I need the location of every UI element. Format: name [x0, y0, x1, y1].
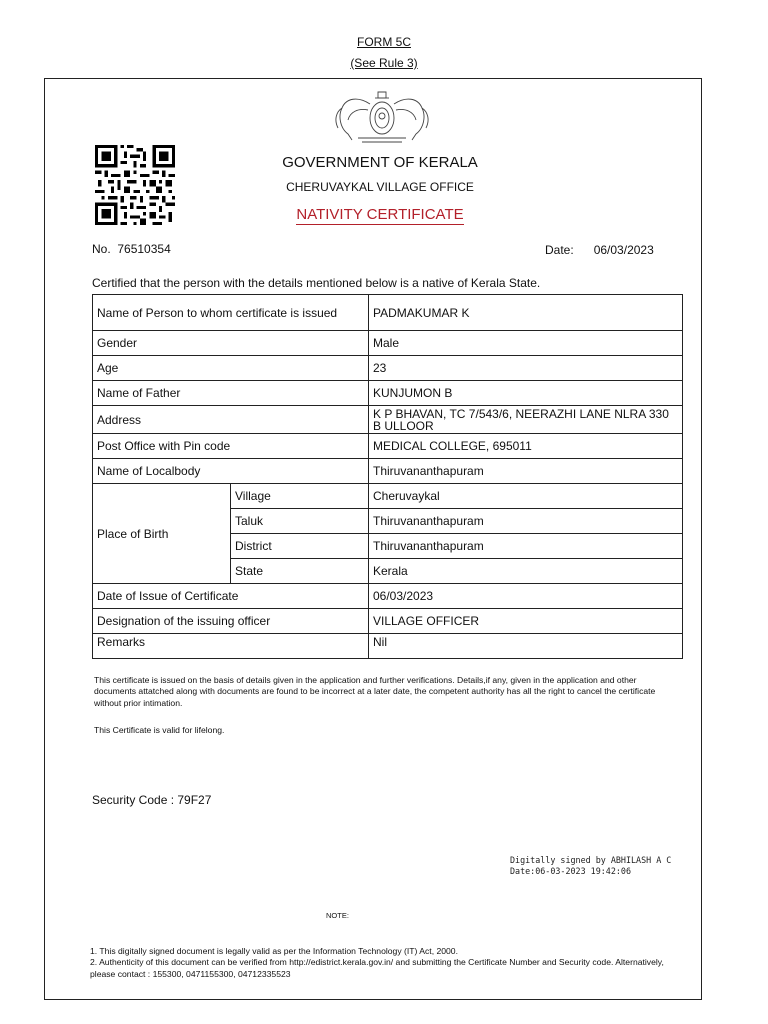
- form-rule: (See Rule 3): [350, 56, 418, 70]
- note-label: NOTE:: [326, 911, 349, 920]
- security-code: Security Code : 79F27: [92, 793, 212, 807]
- footer-notes: [90, 946, 690, 980]
- table-row: [93, 584, 683, 609]
- row-value: Thiruvananthapuram: [369, 509, 683, 534]
- row-value: Kerala: [369, 559, 683, 584]
- row-value: Male: [369, 331, 683, 356]
- certificate-date: Date: 06/03/2023: [545, 243, 654, 257]
- row-value: PADMAKUMAR K: [369, 295, 683, 331]
- note-item: 2. Authenticity of this document can be verified from http://edistrict.kerala.gov.in/ and submitting the Certificate Number and Security code. Alternatively, please contact : 155300, 0471155300, 04712335523: [90, 957, 664, 979]
- table-row: [93, 459, 683, 484]
- table-row: [93, 634, 683, 659]
- village-office-name: CHERUVAYKAL VILLAGE OFFICE: [286, 180, 474, 194]
- certificate-title: NATIVITY CERTIFICATE: [296, 206, 464, 223]
- row-label: Gender: [93, 331, 369, 356]
- row-value: K P BHAVAN, TC 7/543/6, NEERAZHI LANE NLRA 330 B ULLOOR: [369, 406, 683, 434]
- row-label: Designation of the issuing officer: [93, 609, 369, 634]
- table-row: [93, 609, 683, 634]
- form-number: FORM 5C: [357, 35, 411, 49]
- row-value: 06/03/2023: [369, 584, 683, 609]
- row-value: Nil: [369, 634, 683, 659]
- certificate-number: No. 76510354: [92, 242, 171, 256]
- row-label: Age: [93, 356, 369, 381]
- row-label: Remarks: [93, 634, 369, 659]
- row-label: Date of Issue of Certificate: [93, 584, 369, 609]
- kerala-emblem-icon: [328, 84, 436, 146]
- qr-code-icon: [95, 145, 175, 225]
- row-sublabel: State: [231, 559, 369, 584]
- table-row: [93, 331, 683, 356]
- validity-text: This Certificate is valid for lifelong.: [94, 725, 225, 735]
- intro-text: Certified that the person with the details mentioned below is a native of Kerala State.: [92, 276, 541, 290]
- signature-date: Date:06-03-2023 19:42:06: [510, 866, 632, 876]
- row-sublabel: Village: [231, 484, 369, 509]
- disclaimer-text: This certificate is issued on the basis of details given in the application and further verifications. Details,if any, given in the application and other documents attatched along with documents are found to be incorrect at a later date, the competent authority has all the right to cancel the certificate without prior intimation.: [94, 675, 656, 708]
- details-table: [92, 294, 683, 659]
- table-row: [93, 356, 683, 381]
- note-item: 1. This digitally signed document is legally valid as per the Information Technology (IT) Act, 2000.: [90, 946, 458, 956]
- row-label: Address: [93, 406, 369, 434]
- row-value: KUNJUMON B: [369, 381, 683, 406]
- row-label: Name of Person to whom certificate is issued: [93, 295, 369, 331]
- row-label: Name of Localbody: [93, 459, 369, 484]
- row-label: Post Office with Pin code: [93, 434, 369, 459]
- row-sublabel: Taluk: [231, 509, 369, 534]
- row-value: VILLAGE OFFICER: [369, 609, 683, 634]
- table-row: [93, 406, 683, 434]
- row-label: Name of Father: [93, 381, 369, 406]
- row-value: MEDICAL COLLEGE, 695011: [369, 434, 683, 459]
- table-row: [93, 434, 683, 459]
- row-value: Cheruvaykal: [369, 484, 683, 509]
- government-title: GOVERNMENT OF KERALA: [282, 154, 478, 171]
- table-row: [93, 295, 683, 331]
- row-value: 23: [369, 356, 683, 381]
- place-of-birth-label: Place of Birth: [93, 484, 231, 584]
- digital-signature: [510, 855, 671, 877]
- row-value: Thiruvananthapuram: [369, 459, 683, 484]
- row-sublabel: District: [231, 534, 369, 559]
- signature-name: Digitally signed by ABHILASH A C: [510, 855, 672, 865]
- row-value: Thiruvananthapuram: [369, 534, 683, 559]
- table-row: [93, 484, 683, 509]
- table-row: [93, 381, 683, 406]
